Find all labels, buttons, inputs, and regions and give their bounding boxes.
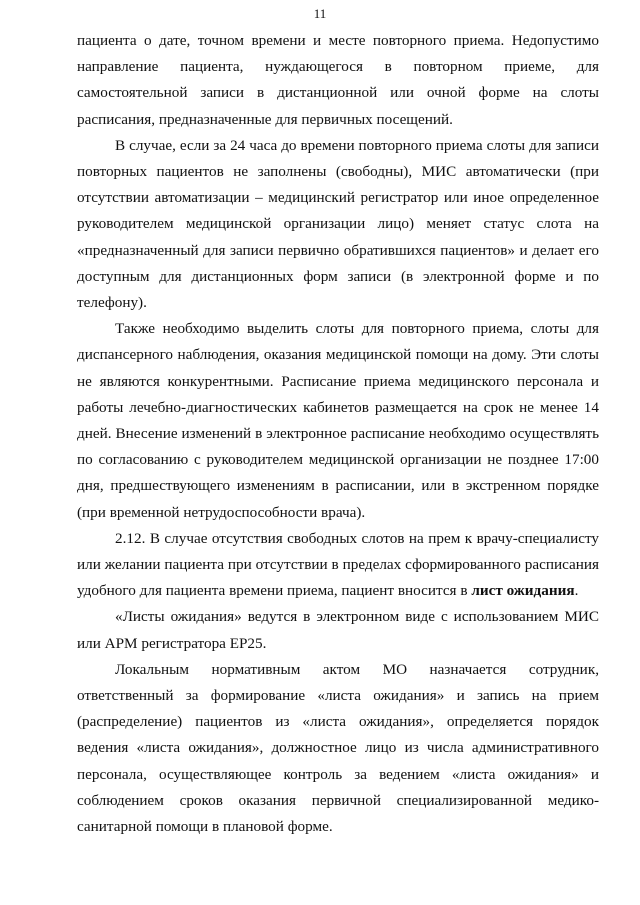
- paragraph-2: В случае, если за 24 часа до времени повторного приема слоты для записи повторных пациентов не заполнены (свободны), МИС автоматически (при отсутствии автоматизации – медицинский регистратор или иное определенное руководителем медицинской организации лицо) меняет статус слота на «предназначенный для записи первично обратившихся пациентов» и делает его доступным для дистанционных форм записи (в электронной форме и по телефону).: [77, 136, 599, 312]
- paragraph-6: Локальным нормативным актом МО назначается сотрудник, ответственный за формирование «листа ожидания» и запись на прием (распределение) пациентов из «листа ожидания», определяется порядок ведения «листа ожидания», должностное лицо из числа административного персонала, осуществляющее контроль за ведением «листа ожидания» и соблюдением сроков оказания первичной специализированной медико-санитарной помощи в плановой форме.: [77, 660, 599, 836]
- paragraph-4: [77, 526, 599, 605]
- paragraph-3: Также необходимо выделить слоты для повторного приема, слоты для диспансерного наблюдения, оказания медицинской помощи на дому. Эти слоты не являются конкурентными. Расписание приема медицинского персонала и работы лечебно-диагностических кабинетов размещается на срок не менее 14 дней. Внесение изменений в электронное расписание необходимо осуществлять по согласованию с руководителем медицинской организации не позднее 17:00 дня, предшествующего изменениям в расписании, или в экстренном порядке (при временной нетрудоспособности врача).: [77, 320, 599, 521]
- paragraph-5: «Листы ожидания» ведутся в электронном виде с использованием МИС или АРМ регистратора ЕР25.: [77, 608, 599, 652]
- document-body: [77, 28, 599, 840]
- paragraph-4-text: 2.12. В случае отсутствия свободных слотов на прем к врачу-специалисту или желании пациента при отсутствии в пределах сформированного расписания удобного для пациента времени приема, пациент вносится в: [77, 529, 599, 600]
- paragraph-1: пациента о дате, точном времени и месте повторного приема. Недопустимо направление пациента, нуждающегося в повторном приеме, для самостоятельной записи в дистанционной или очной форме на слоты расписания, предназначенные для первичных посещений.: [77, 32, 599, 128]
- paragraph-4-end: .: [574, 582, 579, 600]
- page-number: 11: [313, 6, 327, 21]
- waiting-list-term: лист ожидания: [471, 582, 575, 600]
